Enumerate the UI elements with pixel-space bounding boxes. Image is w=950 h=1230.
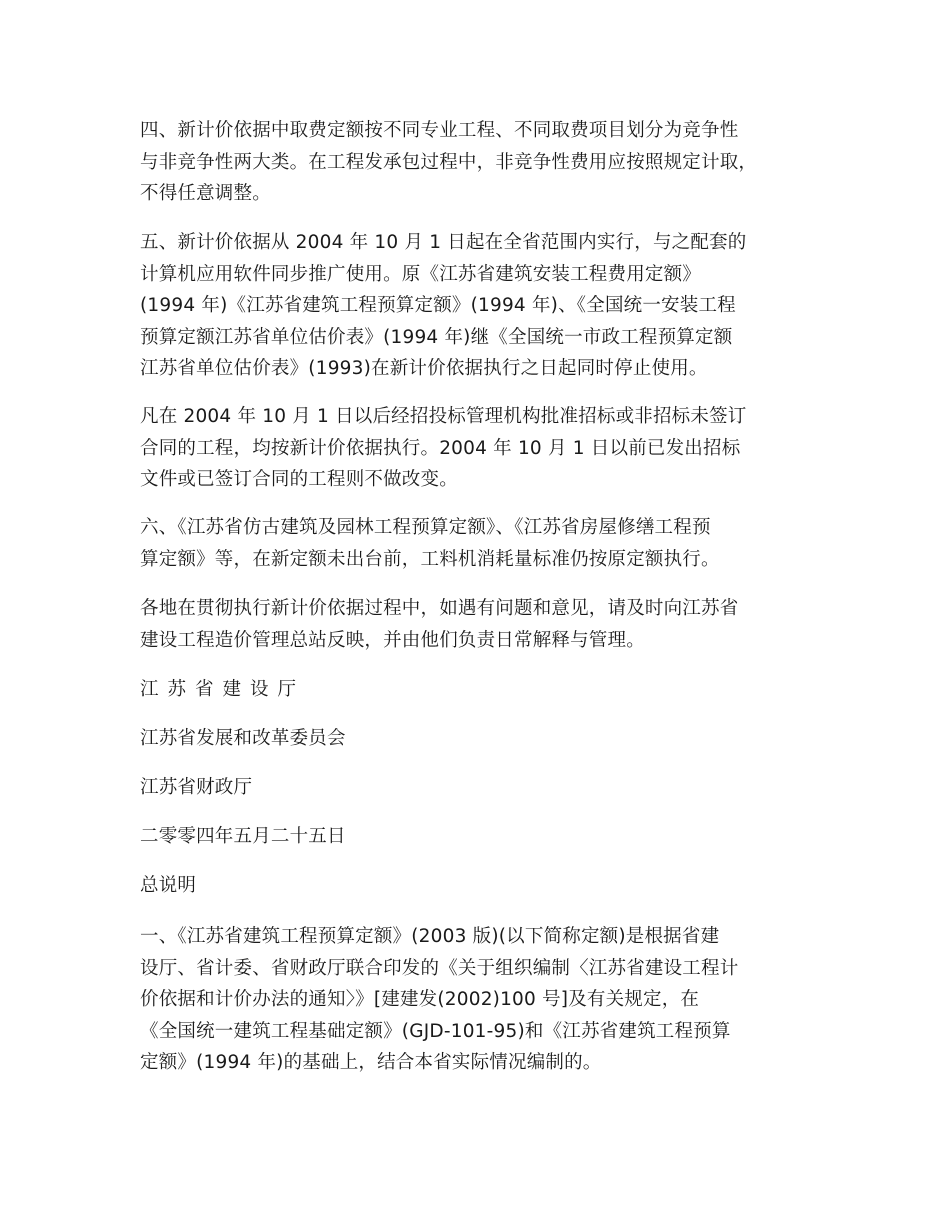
text-line: 与非竞争性两大类。在工程发承包过程中，非竞争性费用应按照规定计取， bbox=[140, 151, 758, 173]
text-line: 预算定额江苏省单位估价表》(1994 年)继《全国统一市政工程预算定额 bbox=[140, 326, 733, 348]
text-line: (1994 年)《江苏省建筑工程预算定额》(1994 年)、《全国统一安装工程 bbox=[140, 295, 736, 316]
text-line: 算定额》等，在新定额未出台前，工料机消耗量标准仍按原定额执行。 bbox=[140, 548, 720, 570]
text-line: 计算机应用软件同步推广使用。原《江苏省建筑安装工程费用定额》 bbox=[140, 263, 702, 285]
text-line: 定额》(1994 年)的基础上，结合本省实际情况编制的。 bbox=[140, 1052, 602, 1073]
text-line: 《全国统一建筑工程基础定额》(GJD-101-95)和《江苏省建筑工程预算 bbox=[140, 1020, 731, 1042]
text-line: 一、《江苏省建筑工程预算定额》(2003 版)(以下简称定额)是根据省建 bbox=[140, 926, 720, 947]
paragraph-item-5 bbox=[140, 227, 840, 385]
signature-date: 二零零四年五月二十五日 bbox=[140, 826, 346, 847]
signature-dept-finance: 江苏省财政厅 bbox=[140, 777, 253, 798]
text-line: 江苏省单位估价表》(1993)在新计价依据执行之日起同时停止使用。 bbox=[140, 358, 708, 379]
paragraph-feedback bbox=[140, 593, 840, 656]
text-line: 各地在贯彻执行新计价依据过程中，如遇有问题和意见，请及时向江苏省 bbox=[140, 598, 739, 619]
text-line: 文件或已签订合同的工程则不做改变。 bbox=[140, 469, 458, 490]
signature-dept-development: 江苏省发展和改革委员会 bbox=[140, 728, 346, 749]
text-line: 凡在 2004 年 10 月 1 日以后经招投标管理机构批准招标或非招标未签订 bbox=[140, 406, 747, 427]
text-line: 五、新计价依据从 2004 年 10 月 1 日起在全省范围内实行，与之配套的 bbox=[140, 232, 747, 253]
paragraph-item-4 bbox=[140, 115, 840, 210]
text-line: 不得任意调整。 bbox=[140, 183, 271, 204]
text-line: 建设工程造价管理总站反映，并由他们负责日常解释与管理。 bbox=[140, 629, 645, 651]
signature-dept-construction: 江苏省建设厅 bbox=[140, 679, 306, 700]
text-line: 四、新计价依据中取费定额按不同专业工程、不同取费项目划分为竞争性 bbox=[140, 120, 739, 141]
text-line: 合同的工程，均按新计价依据执行。2004 年 10 月 1 日以前已发出招标 bbox=[140, 437, 741, 459]
paragraph-effective-date bbox=[140, 401, 840, 496]
text-line: 设厅、省计委、省财政厅联合印发的《关于组织编制〈江苏省建设工程计 bbox=[140, 957, 739, 979]
paragraph-item-6 bbox=[140, 512, 840, 575]
text-line: 六、《江苏省仿古建筑及园林工程预算定额》、《江苏省房屋修缮工程预 bbox=[140, 517, 711, 538]
paragraph-section-1 bbox=[140, 921, 840, 1079]
section-title: 总说明 bbox=[140, 875, 197, 896]
text-line: 价依据和计价办法的通知〉》[建建发(2002)100 号]及有关规定，在 bbox=[140, 989, 700, 1010]
